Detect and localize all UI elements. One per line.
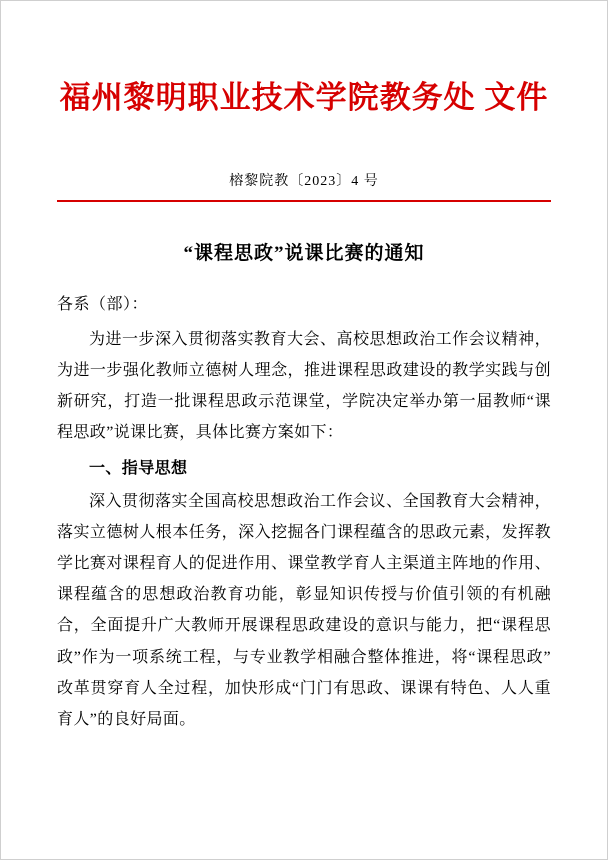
salutation: 各系（部）： [57,295,149,313]
document-body [1,1,607,735]
intro-paragraph: 为进一步深入贯彻落实教育大会、高校思想政治工作会议精神，为进一步强化教师立德树人理念，推进课程思政建设的教学实践与创新研究，打造一批课程思政示范课堂，学院决定举办第一届教师“课程思政”说课比赛，具体比赛方案如下： [57,330,551,442]
section-heading-one: 一、指导思想 [89,459,188,477]
document-number: 榕黎院教〔2023〕4 号 [229,173,379,189]
document-header-title: 福州黎明职业技术学院教务处 文件 [59,80,549,115]
red-divider-rule [57,200,551,202]
document-subject-title: “课程思政”说课比赛的通知 [183,242,425,264]
section-one-paragraph: 深入贯彻落实全国高校思想政治工作会议、全国教育大会精神，落实立德树人根本任务，深入挖掘各门课程蕴含的思政元素，发挥教学比赛对课程育人的促进作用、课堂教学育人主渠道主阵地的作用、课程蕴含的思想政治教育功能，彰显知识传授与价值引领的有机融合，全面提升广大教师开展课程思政建设的意识与能力，把“课程思政”作为一项系统工程，与专业教学相融合整体推进，将“课程思政”改革贯穿育人全过程，加快形成“门门有思政、课课有特色、人人重育人”的良好局面。 [57,492,551,728]
